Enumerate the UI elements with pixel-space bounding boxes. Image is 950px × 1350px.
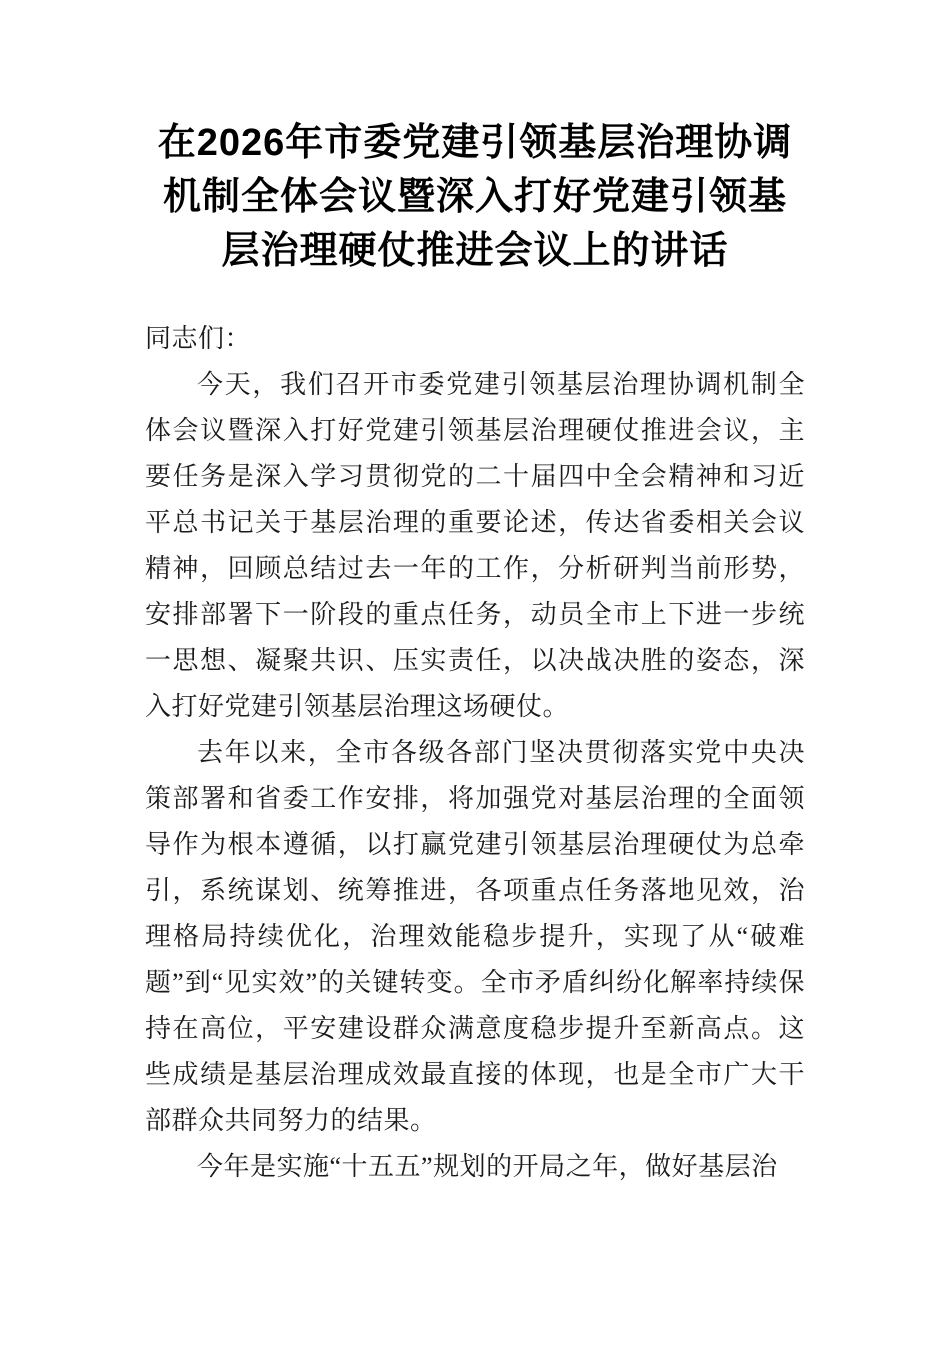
document-body: [145, 316, 805, 1190]
salutation-line: 同志们：: [145, 324, 252, 353]
paragraph-2: 去年以来，全市各级各部门坚决贯彻落实党中央决策部署和省委工作安排，将加强党对基层治理的全面领导作为根本遵循，以打赢党建引领基层治理硬仗为总牵引，系统谋划、统筹推进，各项重点任务落地见效，治理格局持续优化，治理效能稳步提升，实现了从“破难题”到“见实效”的关键转变。全市矛盾纠纷化解率持续保持在高位，平安建设群众满意度稳步提升至新高点。这些成绩是基层治理成效最直接的体现，也是全市广大干部群众共同努力的结果。: [145, 738, 805, 1135]
paragraph-1: 今天，我们召开市委党建引领基层治理协调机制全体会议暨深入打好党建引领基层治理硬仗推进会议，主要任务是深入学习贯彻党的二十届四中全会精神和习近平总书记关于基层治理的重要论述，传达省委相关会议精神，回顾总结过去一年的工作，分析研判当前形势，安排部署下一阶段的重点任务，动员全市上下进一步统一思想、凝聚共识、压实责任，以决战决胜的姿态，深入打好党建引领基层治理这场硬仗。: [145, 370, 805, 721]
paragraph-3-truncated: 今年是实施“十五五”规划的开局之年，做好基层治: [197, 1152, 778, 1181]
document-title: 在2026年市委党建引领基层治理协调机制全体会议暨深入打好党建引领基层治理硬仗推进会议上的讲话: [157, 122, 793, 272]
